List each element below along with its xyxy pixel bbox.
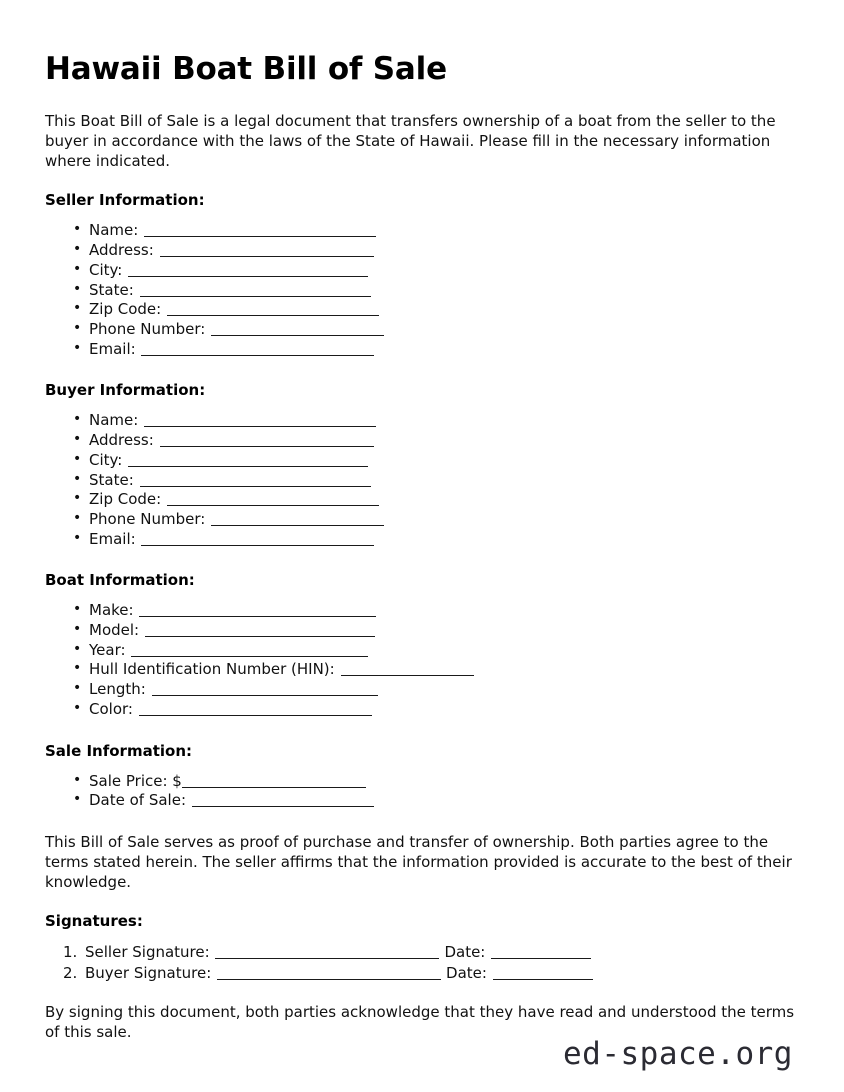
list-item [73, 601, 799, 621]
buyer-field-blank[interactable] [167, 492, 379, 506]
acknowledgement-paragraph: By signing this document, both parties acknowledge that they have read and understood the terms of this sale. [45, 1003, 795, 1042]
seller-field-blank[interactable] [167, 302, 379, 316]
signature-blank[interactable] [217, 966, 441, 980]
section-heading-buyer: Buyer Information: [45, 381, 206, 400]
list-item [73, 320, 799, 340]
buyer-field-blank[interactable] [128, 453, 368, 467]
buyer-field-label: Address: [89, 431, 154, 450]
boat-field-list [45, 601, 799, 719]
list-item [73, 300, 799, 320]
list-item [73, 621, 799, 641]
boat-field-label: Year: [89, 640, 126, 659]
seller-field-blank[interactable] [144, 223, 376, 237]
list-item [73, 241, 799, 261]
list-item [73, 680, 799, 700]
seller-field-label: Email: [89, 339, 136, 358]
boat-field-label: Color: [89, 699, 133, 718]
document-content [45, 52, 799, 1063]
buyer-field-label: State: [89, 470, 134, 489]
section-heading-seller: Seller Information: [45, 191, 205, 210]
list-item [73, 431, 799, 451]
signature-date-blank[interactable] [491, 945, 591, 959]
seller-field-label: Phone Number: [89, 320, 206, 338]
seller-field-list [45, 221, 799, 359]
signature-row [63, 963, 799, 984]
list-item [73, 791, 799, 811]
boat-field-label: Hull Identification Number (HIN): [89, 660, 335, 679]
boat-field-label: Length: [89, 680, 146, 699]
site-watermark: ed-space.org [563, 1036, 793, 1072]
boat-field-blank[interactable] [139, 702, 372, 716]
buyer-field-blank[interactable] [144, 413, 376, 427]
sale-field-blank[interactable] [192, 793, 374, 807]
list-item [73, 660, 799, 680]
seller-field-blank[interactable] [141, 342, 374, 356]
boat-field-label: Model: [89, 621, 140, 640]
list-item [73, 510, 799, 530]
seller-field-blank[interactable] [160, 243, 374, 257]
signature-list [45, 942, 799, 983]
buyer-field-label: Email: [89, 529, 136, 548]
buyer-field-label: Name: [89, 411, 139, 430]
boat-field-blank[interactable] [145, 623, 375, 637]
seller-field-label: Name: [89, 221, 139, 240]
list-item [73, 261, 799, 281]
seller-field-label: Zip Code: [89, 300, 162, 319]
sale-field-blank[interactable] [182, 774, 366, 788]
sale-field-label: Sale Price: $ [89, 771, 182, 790]
closing-paragraph: This Bill of Sale serves as proof of purchase and transfer of ownership. Both parties agree to the terms stated herein. The seller affirms that the information provided is accurate to the best of their knowledge. [45, 832, 792, 891]
signature-date-label: Date: [446, 963, 487, 982]
seller-field-label: City: [89, 260, 123, 279]
list-item [73, 772, 799, 792]
list-item [73, 221, 799, 241]
list-item [73, 281, 799, 301]
seller-field-blank[interactable] [211, 322, 384, 336]
list-item [73, 490, 799, 510]
buyer-field-list [45, 411, 799, 549]
list-item [73, 700, 799, 720]
buyer-field-label: Phone Number: [89, 509, 206, 528]
list-item [73, 530, 799, 550]
section-heading-sale: Sale Information: [45, 741, 192, 760]
buyer-field-blank[interactable] [211, 512, 384, 526]
page-title: Hawaii Boat Bill of Sale [45, 51, 447, 87]
signature-date-blank[interactable] [493, 966, 593, 980]
buyer-field-blank[interactable] [140, 473, 371, 487]
buyer-field-label: Zip Code: [89, 490, 162, 509]
seller-field-label: State: [89, 280, 134, 299]
boat-field-blank[interactable] [131, 643, 368, 657]
intro-paragraph: This Boat Bill of Sale is a legal document that transfers ownership of a boat from the seller to the buyer in accordance with the laws of the State of Hawaii. Please fill in the necessary information where indicated. [45, 112, 776, 170]
seller-field-blank[interactable] [140, 283, 371, 297]
list-item [73, 411, 799, 431]
signature-blank[interactable] [215, 945, 439, 959]
boat-field-blank[interactable] [152, 682, 378, 696]
seller-field-label: Address: [89, 241, 154, 260]
buyer-field-blank[interactable] [160, 433, 374, 447]
boat-field-blank[interactable] [139, 603, 376, 617]
buyer-field-blank[interactable] [141, 532, 374, 546]
seller-field-blank[interactable] [128, 263, 368, 277]
signature-label: Seller Signature: [85, 943, 210, 962]
list-item [73, 451, 799, 471]
section-heading-boat: Boat Information: [45, 571, 195, 590]
buyer-field-label: City: [89, 450, 123, 469]
sale-field-label: Date of Sale: [89, 791, 187, 810]
list-item [73, 471, 799, 491]
list-item [73, 641, 799, 661]
list-item [73, 340, 799, 360]
sale-field-list [45, 772, 799, 811]
boat-field-blank[interactable] [341, 662, 474, 676]
signature-date-label: Date: [444, 943, 486, 962]
signature-row [63, 942, 799, 963]
boat-field-label: Make: [89, 601, 134, 620]
signature-label: Buyer Signature: [85, 963, 212, 982]
section-heading-signatures: Signatures: [45, 912, 143, 931]
